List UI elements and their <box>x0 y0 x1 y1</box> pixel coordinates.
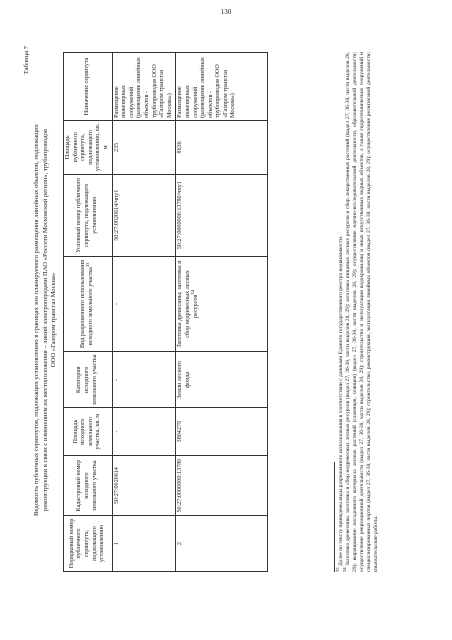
cell-category: Земли лесного фонда <box>176 352 268 408</box>
rotated-landscape-page <box>21 40 431 600</box>
footnote-separator <box>334 462 335 572</box>
table-header-row <box>64 53 113 572</box>
footnotes <box>335 51 380 572</box>
cell-category: - <box>112 352 176 408</box>
cell-area: - <box>112 408 176 456</box>
table-row <box>112 53 176 572</box>
cell-area: 3804279 <box>176 408 268 456</box>
title-line: Ведомость публичных сервитутов, подлежащих установлению в границах зон планируемого размещения линейных объектов, подлежащих <box>33 124 40 516</box>
cell-cadastral: 50:27:0000000:13780 <box>176 456 268 516</box>
footnote: $^{34}$ Заготовка древесины, заготовка и сбор недревесных лесных ресурсов (выдел 27, 36-38, части выделов 28, 29); заготовка пищевых лесных ресурсов и сбор лекарственных растений (выдел 27, 36-38, части выделов 28, 29); выращивание посадочного материала лесных растений (саженцев, сеянцев) (выдел 27, 36-38, части выделов 28, 29); осуществление научно-исследовательской деятельности, образовательной деятельности; осуществление рекреационной деятельности (выдел 27, 36-38, части выделов 28, 29); строительство и эксплуатация водохранилищ и иных искусственных водных объектов, а также гидротехнических сооружений и специализированных портов (выдел 27, 36-38, части выделов 28, 29); строительство, реконструкция, эксплуатация линейных объектов (выдел 27, 36-38, части выделов 28, 29); осуществление религиозной деятельности; изыскательские работы. <box>342 51 379 572</box>
cell-conditional-number: 50:27:0020614/чпу1 <box>112 174 176 256</box>
header-conditional-number: Условный номер публичного сервитута, подлежащего установлению <box>64 174 113 256</box>
cell-servitude-area: 8636 <box>176 120 268 174</box>
cell-purpose: Размещение инженерных сооружений (размещение линейных объектов - трубопроводов ООО «Газпром трансгаз Москва») <box>112 53 176 121</box>
cell-permitted-use: Заготовка древесины; заготовка и сбор недревесных лесных ресурсов$^{34}$ <box>176 256 268 352</box>
header-category: Категория исходного земельного участка <box>64 352 113 408</box>
header-servitude-area: Площадь публичного сервитута, подлежащего установлению, кв. м <box>64 120 113 174</box>
title-line: ООО «Газпром трансгаз Москва» <box>50 272 58 368</box>
cell-purpose: Размещение инженерных сооружений (размещение линейных объектов - трубопроводов ООО «Газпром трансгаз Москва») <box>176 53 268 121</box>
header-area: Площадь исходного земельного участка, кв. м <box>64 408 113 456</box>
cell-number: 2 <box>176 516 268 572</box>
header-purpose: Назначение сервитута <box>64 53 113 121</box>
header-number: Порядковый номер публичного сервитута, подлежащего установлению <box>64 516 113 572</box>
servitude-table <box>63 52 268 572</box>
footnote: $^{33}$ Далее по тексту приведены виды разрешенного использования в соответствии с данными Единого государственного реестра недвижимости. <box>335 235 344 572</box>
table-number: Таблица 7 <box>23 46 30 75</box>
cell-permitted-use: - <box>112 256 176 352</box>
cell-servitude-area: 235 <box>112 120 176 174</box>
table-row <box>176 53 268 572</box>
header-cadastral: Кадастровый номер исходного земельного участка <box>64 456 113 516</box>
title-line: реконструкции в связи с изменением их местоположения – линий электропередачи ПАО «Россети Московский регион», трубопроводов <box>41 129 49 511</box>
cell-conditional-number: 50:27:0000000:13780/чпу1 <box>176 174 268 256</box>
table-title <box>33 40 59 600</box>
cell-number: 1 <box>112 516 176 572</box>
page-number: 130 <box>220 8 232 16</box>
header-permitted-use: Вид разрешенного использования исходного земельного участка$^{33}$ <box>64 256 113 352</box>
cell-cadastral: 50:27:0020614 <box>112 456 176 516</box>
